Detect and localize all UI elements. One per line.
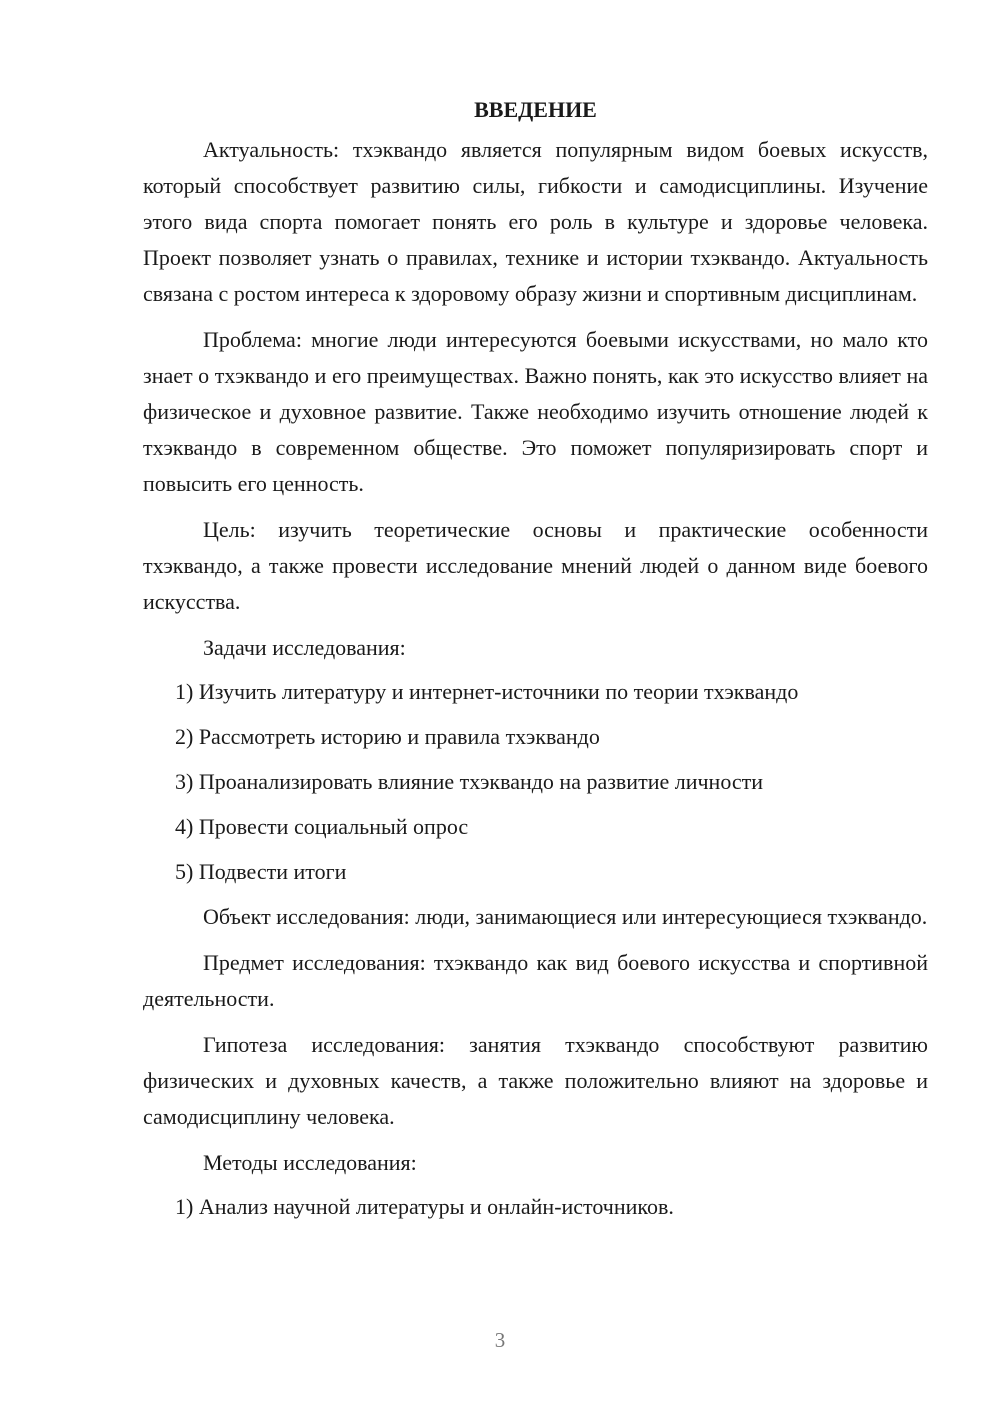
- tasks-list: [143, 674, 928, 890]
- subject-paragraph: Предмет исследования: тхэквандо как вид боевого искусства и спортивной деятельности.: [143, 950, 928, 1011]
- list-item: 4) Провести социальный опрос: [175, 814, 469, 839]
- list-item: 2) Рассмотреть историю и правила тхэквандо: [175, 724, 600, 749]
- tasks-heading: Задачи исследования:: [203, 635, 406, 660]
- list-item: 3) Проанализировать влияние тхэквандо на развитие личности: [175, 769, 764, 794]
- methods-list: [143, 1189, 928, 1225]
- page-number: 3: [494, 1328, 506, 1352]
- hypothesis-paragraph: Гипотеза исследования: занятия тхэквандо способствуют развитию физических и духовных качеств, а также положительно влияют на здоровье и самодисциплину человека.: [143, 1032, 928, 1129]
- section-title: ВВЕДЕНИЕ: [474, 97, 597, 122]
- problem-paragraph: Проблема: многие люди интересуются боевыми искусствами, но мало кто знает о тхэквандо и его преимуществах. Важно понять, как это искусство влияет на физическое и духовное развитие. Также необходимо изучить отношение людей к тхэквандо в современном обществе. Это поможет популяризировать спорт и повысить его ценность.: [143, 327, 928, 496]
- list-item: 5) Подвести итоги: [175, 859, 347, 884]
- list-item: 1) Анализ научной литературы и онлайн-источников.: [175, 1194, 674, 1219]
- relevance-paragraph: Актуальность: тхэквандо является популярным видом боевых искусств, который способствует развитию силы, гибкости и самодисциплины. Изучение этого вида спорта помогает понять его роль в культуре и здоровье человека. Проект позволяет узнать о правилах, технике и истории тхэквандо. Актуальность связана с ростом интереса к здоровому образу жизни и спортивным дисциплинам.: [143, 137, 928, 306]
- methods-heading: Методы исследования:: [203, 1150, 417, 1175]
- list-item: 1) Изучить литературу и интернет-источники по теории тхэквандо: [175, 679, 799, 704]
- document-page: [143, 92, 928, 1234]
- object-paragraph: Объект исследования: люди, занимающиеся или интересующиеся тхэквандо.: [203, 904, 928, 929]
- goal-paragraph: Цель: изучить теоретические основы и практические особенности тхэквандо, а также провести исследование мнений людей о данном виде боевого искусства.: [143, 517, 928, 614]
